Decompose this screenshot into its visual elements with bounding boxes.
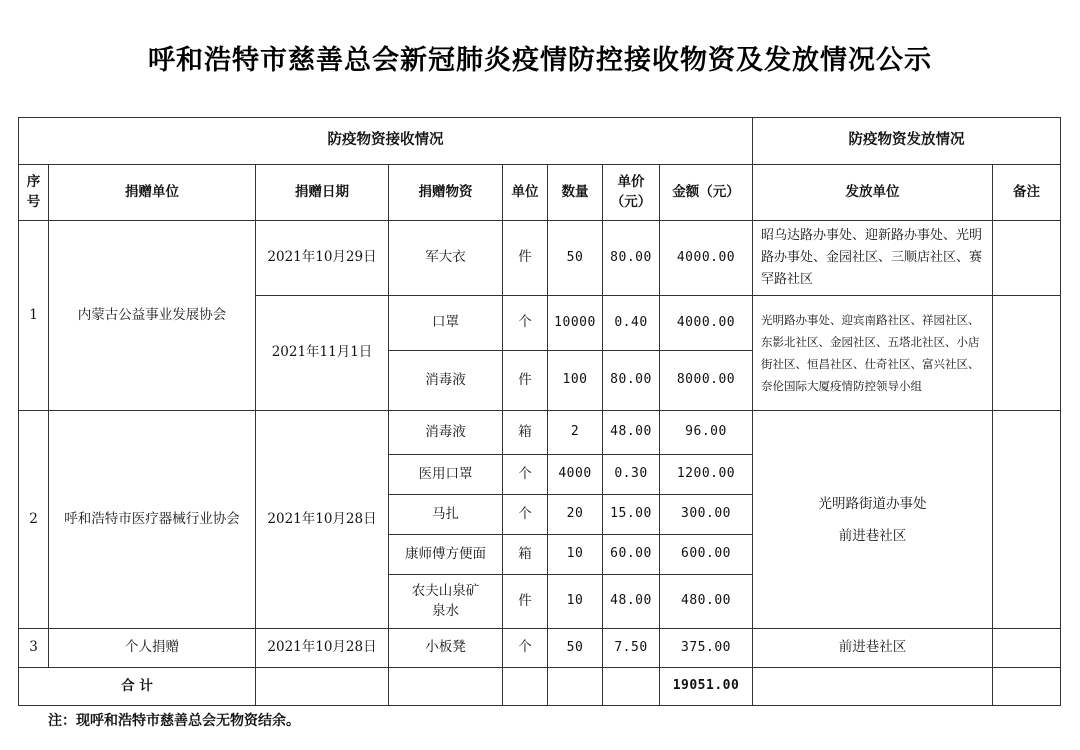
row3-date: 2021年10月28日	[256, 629, 389, 668]
total-empty-cell	[548, 668, 603, 706]
header-amount: 金额（元）	[660, 165, 753, 221]
section-distributed: 防疫物资发放情况	[753, 118, 1061, 165]
header-date: 捐赠日期	[256, 165, 389, 221]
total-row	[19, 668, 1061, 706]
row2-recipient	[753, 411, 993, 629]
cell-qty: 50	[548, 221, 603, 296]
cell-price: 48.00	[603, 575, 660, 629]
header-price	[603, 165, 660, 221]
cell-amount: 4000.00	[660, 296, 753, 351]
cell-remark	[993, 411, 1061, 629]
row1-recipient-b: 光明路办事处、迎宾南路社区、祥园社区、东影北社区、金园社区、五塔北社区、小店街社区、恒昌社区、仕奇社区、富兴社区、奈伦国际大厦疫情防控领导小组	[753, 296, 993, 411]
row2-date: 2021年10月28日	[256, 411, 389, 629]
cell-qty: 10000	[548, 296, 603, 351]
row1-date-b: 2021年11月1日	[256, 296, 389, 411]
cell-unit: 个	[503, 629, 548, 668]
header-item: 捐赠物资	[389, 165, 503, 221]
row3-donor: 个人捐赠	[49, 629, 256, 668]
cell-qty: 4000	[548, 455, 603, 495]
row1-donor: 内蒙古公益事业发展协会	[49, 221, 256, 411]
header-qty: 数量	[548, 165, 603, 221]
row1-date-a: 2021年10月29日	[256, 221, 389, 296]
cell-item: 马扎	[389, 495, 503, 535]
header-seq: 序号	[19, 165, 49, 221]
cell-qty: 20	[548, 495, 603, 535]
cell-amount: 480.00	[660, 575, 753, 629]
table-row	[19, 221, 1061, 296]
cell-item: 小板凳	[389, 629, 503, 668]
cell-amount: 4000.00	[660, 221, 753, 296]
cell-unit: 个	[503, 495, 548, 535]
cell-price: 7.50	[603, 629, 660, 668]
cell-unit: 箱	[503, 535, 548, 575]
cell-unit: 件	[503, 575, 548, 629]
total-empty-cell	[993, 668, 1061, 706]
cell-price: 80.00	[603, 221, 660, 296]
row2-donor: 呼和浩特市医疗器械行业协会	[49, 411, 256, 629]
row2-recipient-line1: 光明路街道办事处	[818, 495, 927, 512]
cell-amount: 96.00	[660, 411, 753, 455]
cell-unit: 件	[503, 221, 548, 296]
header-price-line2: （元）	[610, 193, 652, 210]
cell-item: 消毒液	[389, 411, 503, 455]
cell-amount: 300.00	[660, 495, 753, 535]
row3-seq: 3	[19, 629, 49, 668]
cell-item: 口罩	[389, 296, 503, 351]
header-remark: 备注	[993, 165, 1061, 221]
cell-item: 康师傅方便面	[389, 535, 503, 575]
total-label: 合 计	[19, 668, 256, 706]
cell-price: 15.00	[603, 495, 660, 535]
cell-qty: 10	[548, 535, 603, 575]
header-price-line1: 单价	[617, 173, 645, 190]
row1-seq: 1	[19, 221, 49, 411]
cell-amount: 375.00	[660, 629, 753, 668]
footnote: 注：现呼和浩特市慈善总会无物资结余。	[48, 713, 300, 729]
row2-seq: 2	[19, 411, 49, 629]
section-received: 防疫物资接收情况	[19, 118, 753, 165]
cell-qty: 2	[548, 411, 603, 455]
cell-item: 军大衣	[389, 221, 503, 296]
donation-table	[18, 117, 1061, 706]
cell-unit: 件	[503, 351, 548, 411]
cell-item: 农夫山泉矿泉水	[389, 575, 503, 629]
column-header-row	[19, 165, 1061, 221]
total-amount: 19051.00	[660, 668, 753, 706]
cell-remark	[993, 221, 1061, 296]
cell-price: 0.40	[603, 296, 660, 351]
cell-price: 0.30	[603, 455, 660, 495]
cell-remark	[993, 296, 1061, 411]
cell-item: 医用口罩	[389, 455, 503, 495]
header-recipient: 发放单位	[753, 165, 993, 221]
row2-recipient-line2: 前进巷社区	[838, 527, 907, 544]
header-donor: 捐赠单位	[49, 165, 256, 221]
cell-price: 60.00	[603, 535, 660, 575]
section-header-row	[19, 118, 1061, 165]
table-row	[19, 411, 1061, 455]
row3-recipient: 前进巷社区	[753, 629, 993, 668]
cell-amount: 1200.00	[660, 455, 753, 495]
cell-unit: 箱	[503, 411, 548, 455]
header-unit: 单位	[503, 165, 548, 221]
page-title: 呼和浩特市慈善总会新冠肺炎疫情防控接收物资及发放情况公示	[148, 45, 932, 76]
total-empty-cell	[256, 668, 389, 706]
cell-amount: 8000.00	[660, 351, 753, 411]
table-row	[19, 629, 1061, 668]
cell-qty: 100	[548, 351, 603, 411]
cell-unit: 个	[503, 455, 548, 495]
cell-price: 48.00	[603, 411, 660, 455]
cell-qty: 10	[548, 575, 603, 629]
total-empty-cell	[603, 668, 660, 706]
cell-price: 80.00	[603, 351, 660, 411]
row1-recipient-a: 昭乌达路办事处、迎新路办事处、光明路办事处、金园社区、三顺店社区、赛罕路社区	[753, 221, 993, 296]
total-empty-cell	[503, 668, 548, 706]
cell-amount: 600.00	[660, 535, 753, 575]
total-empty-cell	[389, 668, 503, 706]
cell-item: 消毒液	[389, 351, 503, 411]
cell-remark	[993, 629, 1061, 668]
total-empty-cell	[753, 668, 993, 706]
cell-unit: 个	[503, 296, 548, 351]
cell-qty: 50	[548, 629, 603, 668]
